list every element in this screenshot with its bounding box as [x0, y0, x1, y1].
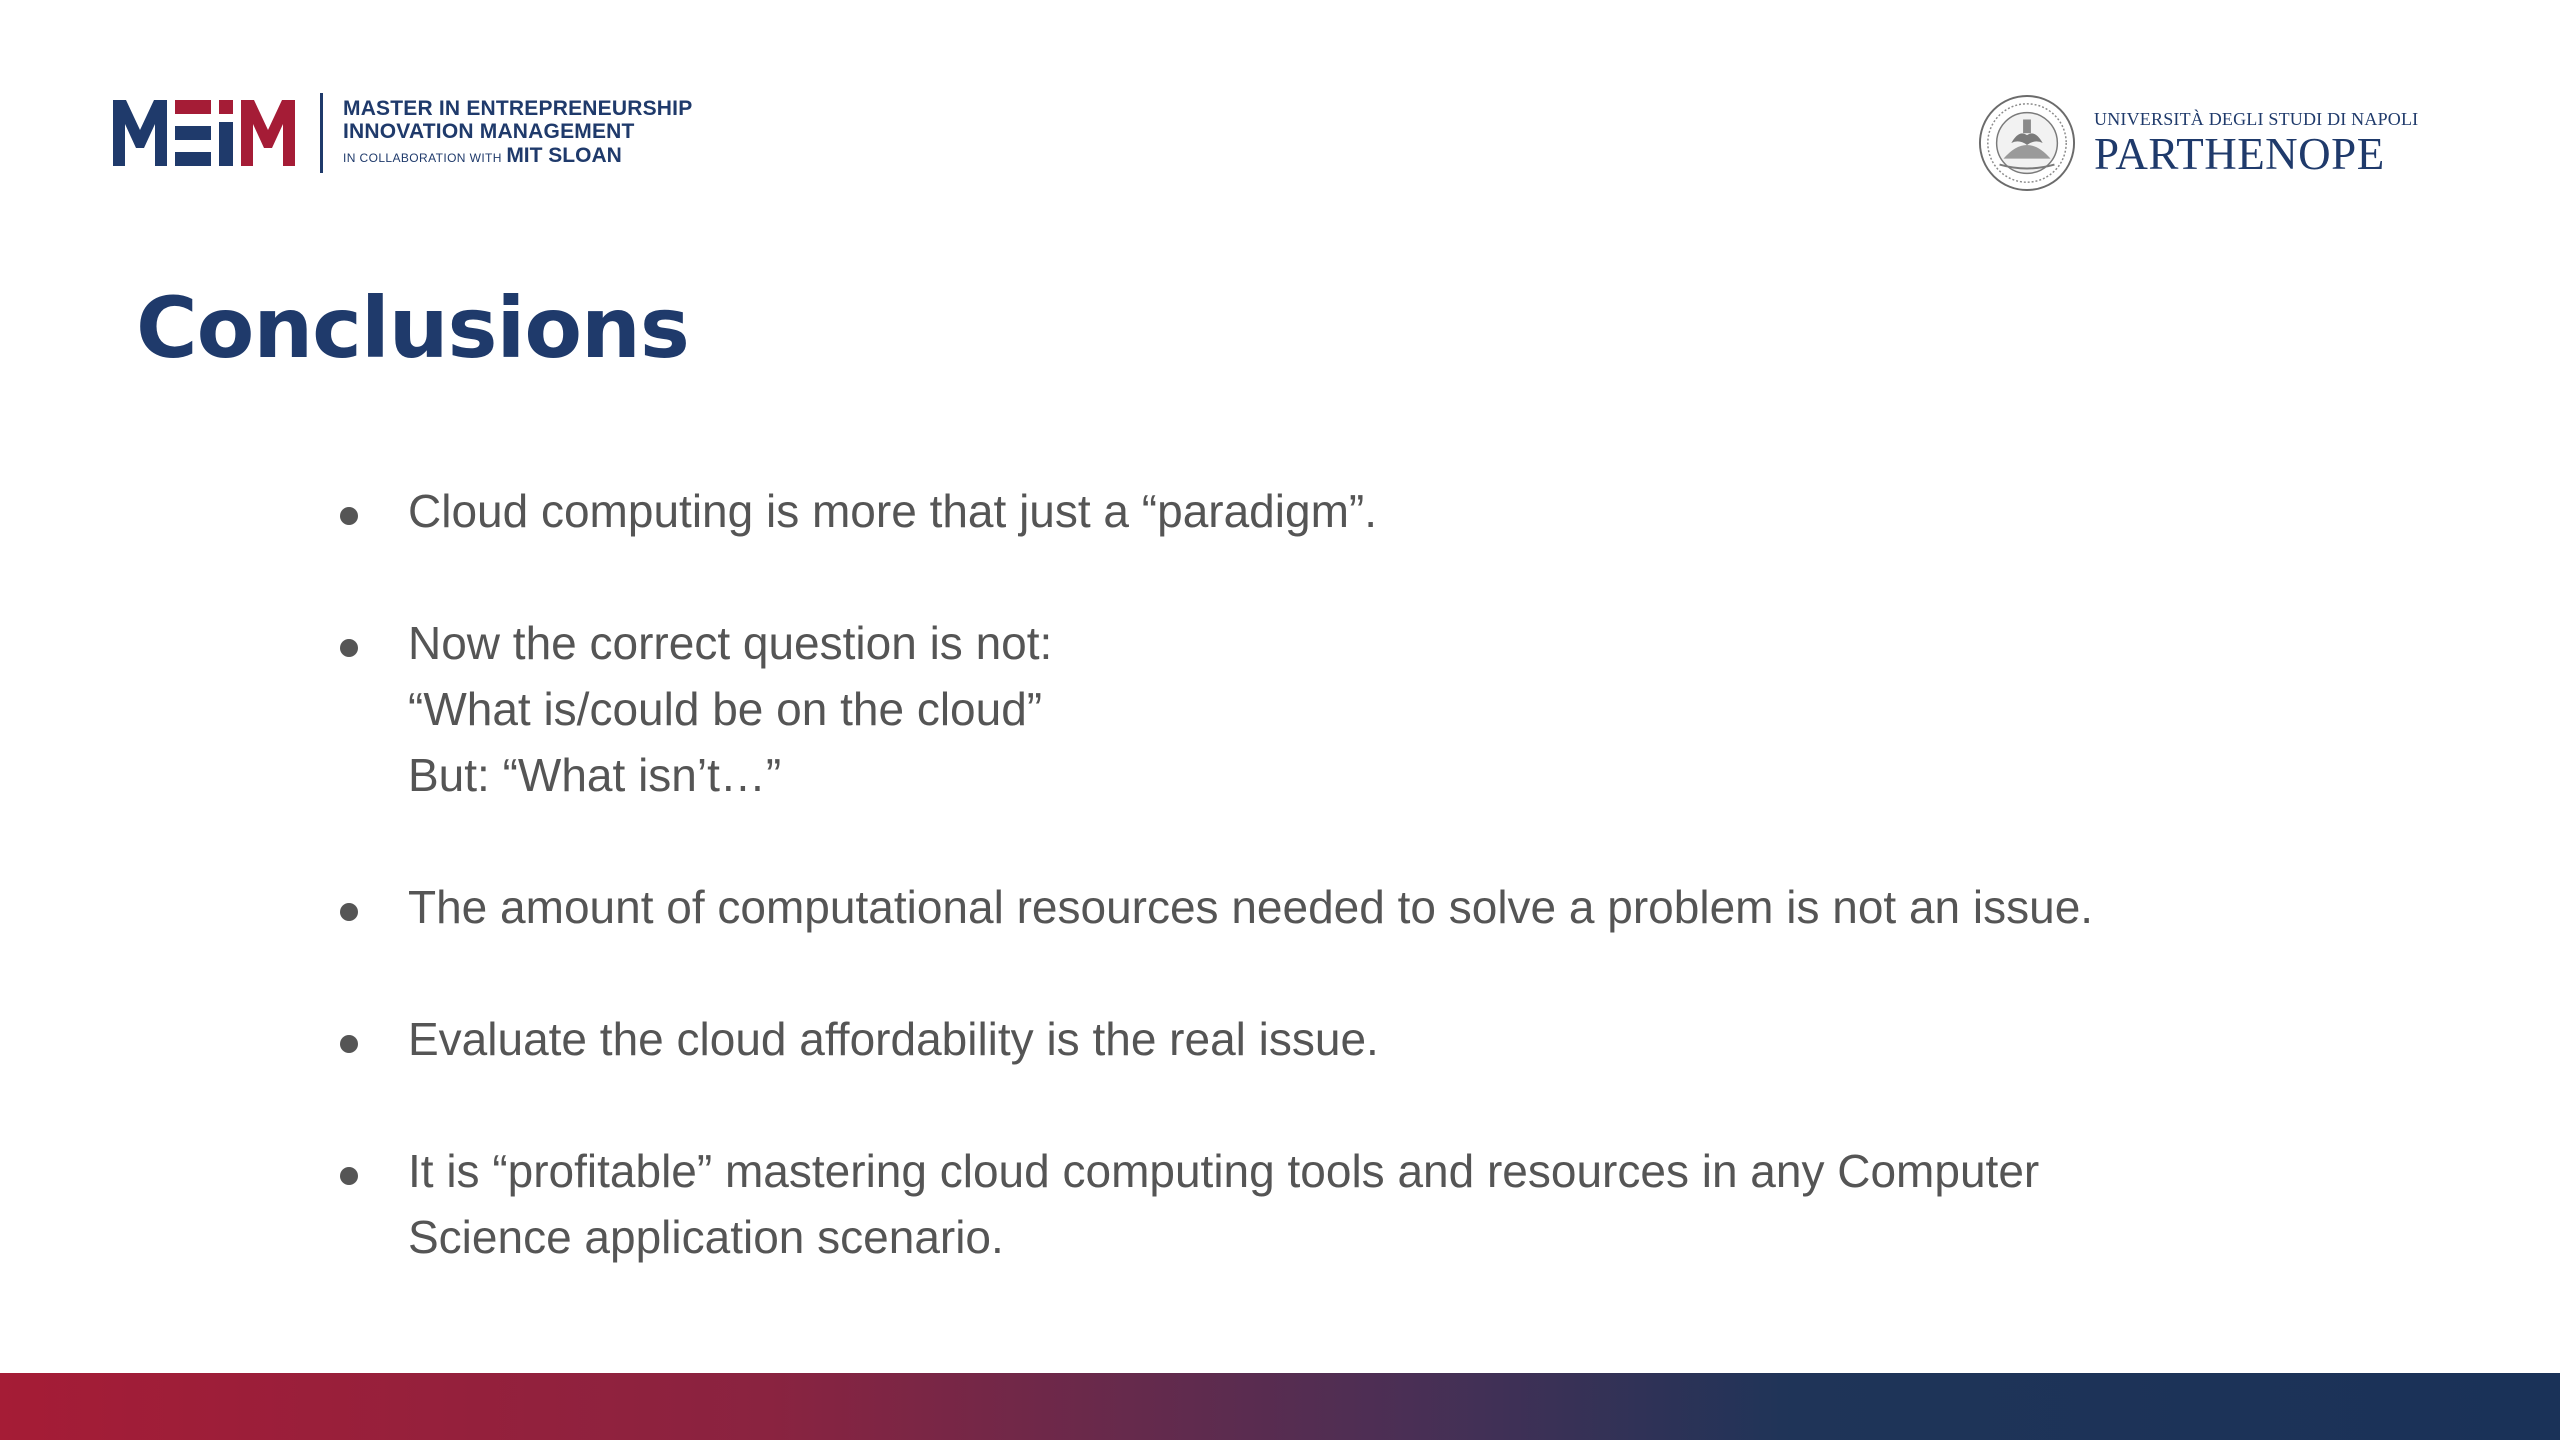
- meim-logo-line1: MASTER IN ENTREPRENEURSHIP: [343, 96, 693, 120]
- university-logo-name: PARTHENOPE: [2094, 129, 2385, 179]
- bullet-text: Science application scenario.: [408, 1211, 1004, 1263]
- bullet-text: Now the correct question is not:: [408, 617, 1053, 669]
- bullet-dot: [340, 903, 358, 921]
- bullet-dot: [340, 1167, 358, 1185]
- meim-logo-line2: INNOVATION MANAGEMENT: [343, 119, 635, 143]
- slide-title: Conclusions: [136, 279, 689, 377]
- bullet-list: [336, 478, 2236, 1270]
- university-seal-icon: [1978, 94, 2076, 192]
- bullet-text: But: “What isn’t…”: [408, 749, 782, 801]
- bullet-dot: [340, 639, 358, 657]
- bullet-item: [336, 1138, 2236, 1270]
- meim-logo-partner: MIT SLOAN: [506, 144, 622, 168]
- bullet-item: [336, 1006, 2236, 1072]
- meim-logo-collab: IN COLLABORATION WITH: [343, 151, 502, 166]
- bullet-text: Evaluate the cloud affordability is the real issue.: [408, 1013, 1379, 1065]
- bullet-item: [336, 610, 2236, 808]
- university-logo-top-line: UNIVERSITÀ DEGLI STUDI DI NAPOLI: [2094, 109, 2419, 129]
- bullet-item: [336, 478, 2236, 544]
- bullet-text: The amount of computational resources needed to solve a problem is not an issue.: [408, 881, 2094, 933]
- meim-logo: [113, 93, 692, 173]
- bullet-dot: [340, 1035, 358, 1053]
- bullet-text: It is “profitable” mastering cloud computing tools and resources in any Computer: [408, 1145, 2040, 1197]
- university-logo-text: [2094, 109, 2418, 177]
- university-logo: [1978, 93, 2418, 193]
- meim-logo-divider: [320, 93, 323, 173]
- footer-gradient-bar: [0, 1373, 2560, 1440]
- meim-logo-text: [343, 98, 692, 168]
- meim-logo-mark: [113, 100, 298, 166]
- bullet-text: “What is/could be on the cloud”: [408, 683, 1043, 735]
- bullet-text: Cloud computing is more that just a “paradigm”.: [408, 485, 1377, 537]
- bullet-item: [336, 874, 2236, 940]
- bullet-dot: [340, 507, 358, 525]
- meim-logo-line3: [343, 145, 692, 168]
